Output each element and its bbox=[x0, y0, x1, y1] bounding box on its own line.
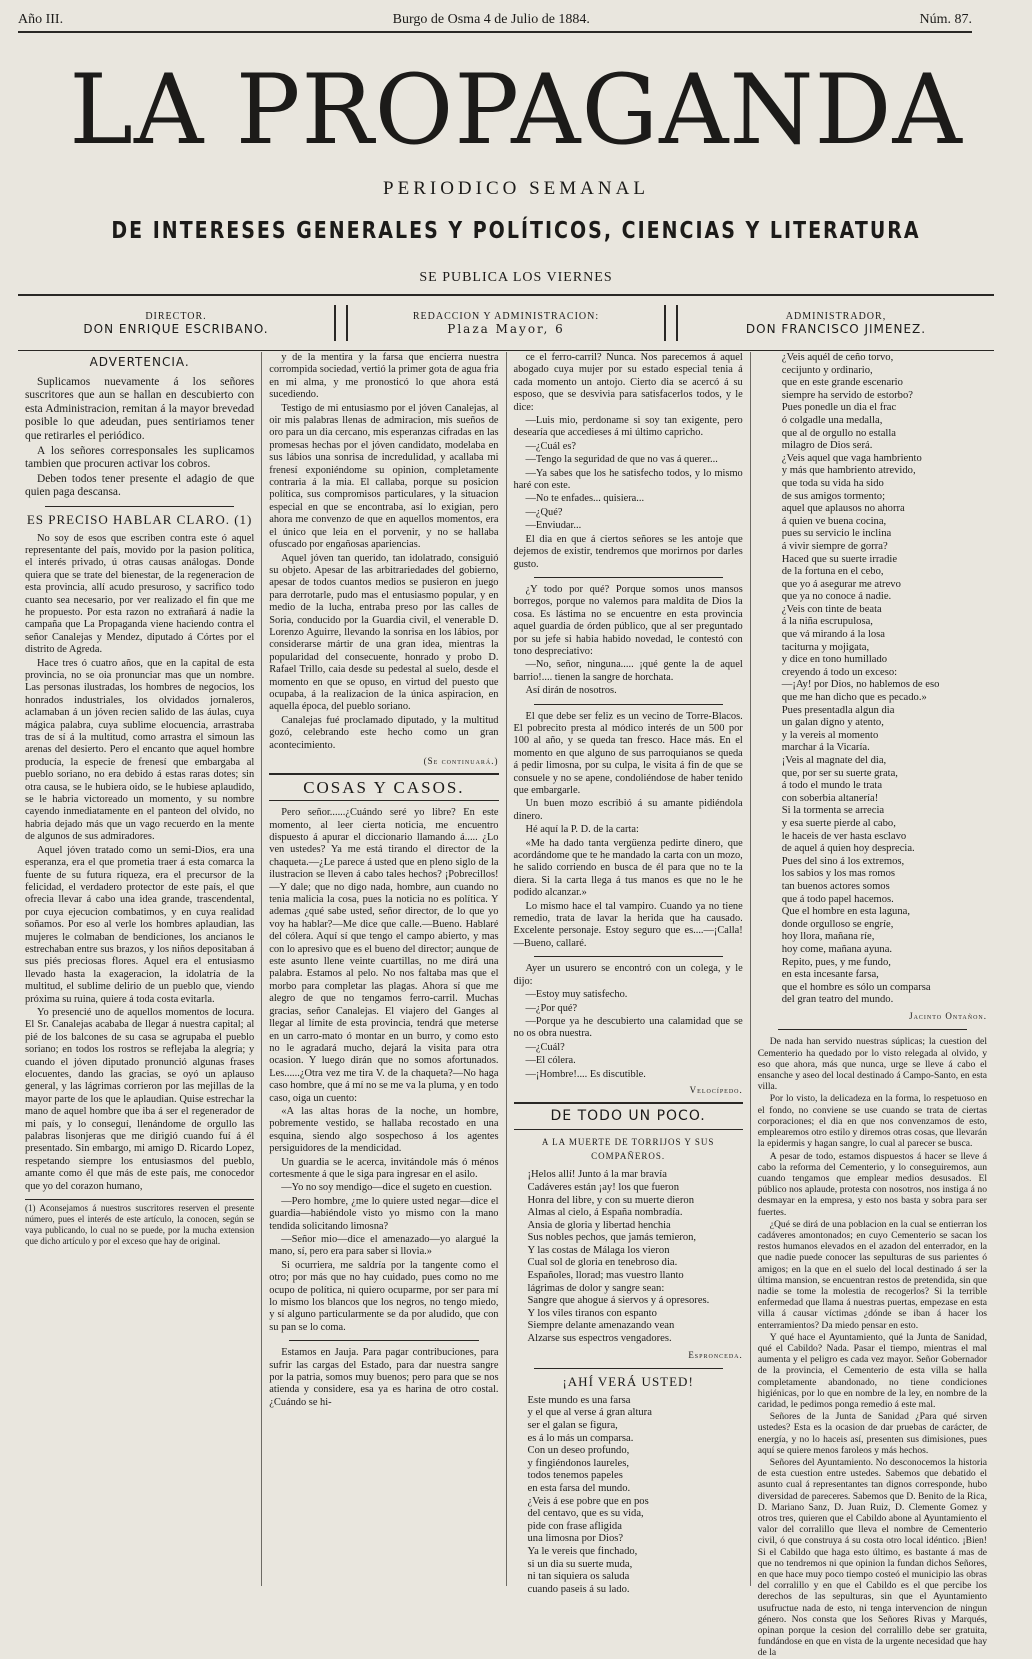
paragraph: Estamos en Jauja. Para pagar contribuciones, para sufrir las cargas del Estado, para dar nuestra sangre por la patria, somos muy buenos; pero para que se nos atienda y considere, esa ya es harina de otro costal. ¿Cuándo se hi- bbox=[269, 1347, 499, 1408]
paragraph: Por lo visto, la delicadeza en la forma, lo respetuoso en el fondo, no conviene se use cuando se trata de ciertas corporaciones; el dia en que nos convenzamos de esto, emplearemos otro estilo y diremos otras cosas, que llevarán la epidermis y hagan sangre, lo cual al parecer se busca. bbox=[757, 1093, 987, 1150]
paragraph: —Pero hombre, ¿me lo quiere usted negar—dice el guardia—habiéndole visto yo mismo con la mano tendida solicitando limosna? bbox=[269, 1195, 499, 1232]
paragraph: El que debe ser feliz es un vecino de Torre-Blacos. El pobrecito presta al módico interés de un 500 por 100 al año, y se queda tan fresco. Hace más. En el momento en que alguno de sus parroquianos se queda á pedir limosna, por su culpa, le visita á fin de que se consuele y no se apene, condoliéndose de haber tenido que embargarle. bbox=[513, 710, 743, 796]
verse-line: Y las costas de Málaga los vieron bbox=[527, 1244, 670, 1256]
verse-line: Si la tormenta se arrecia bbox=[781, 805, 885, 817]
verse-line: en esta farsa del mundo. bbox=[527, 1482, 631, 1494]
paragraph: «A las altas horas de la noche, un hombre, pobremente vestido, se hallaba recostado en una esquina, siendo algo sospechoso á los agentes persiguidores de la mendicidad. bbox=[269, 1105, 499, 1155]
section-divider bbox=[534, 704, 723, 705]
verse-line: que á todo papel hacemos. bbox=[781, 893, 894, 905]
admin-role: ADMINISTRADOR, bbox=[785, 310, 887, 322]
paragraph: Hace tres ó cuatro años, que en la capital de esta provincia, no se oia pronunciar mas que un nombre. Las personas ilustradas, los hombres de negocios, los honrados industriales, los olvidados jornaleros, aclamaban á un jóven recien salido de las áulas, cuya mágica palabra, cuya sublime elocuencia, arrastraba tras de sí á la multitud, como arrastra el simoun las arenas del desierto. Pero el encanto que aquel hombre producía, la especie de frenesí que embargaba al pueblo soriano, no era debido á estas raras dotes; sin otra causa, se le hubiera oido, se le hubiese aplaudido, se le habria victoreado un momento, y su nombre cayendo inmediatamente en el panteon del olvido, no habria dejado más que un vago recuerdo en la mente de algunos de sus admiradores. bbox=[25, 657, 255, 843]
section-divider bbox=[45, 506, 234, 507]
newspaper-interests: DE INTERESES GENERALES Y POLÍTICOS, CIENCIAS Y LITERATURA bbox=[111, 217, 921, 245]
verse-line: marchar á la Vicaría. bbox=[781, 742, 870, 754]
verse-line: Sangre que ahogue á siervos y á opresores. bbox=[527, 1295, 710, 1307]
verse-line: Pues presentadla algun dia bbox=[781, 704, 895, 716]
issue-number: Núm. 87. bbox=[919, 12, 972, 27]
verse-line: á la niña escrupulosa, bbox=[781, 616, 873, 628]
verse-line: y el que al verse á gran altura bbox=[527, 1407, 652, 1419]
section-heading: COSAS Y CASOS. bbox=[269, 773, 498, 802]
office-address: Plaza Mayor, 6 bbox=[447, 321, 565, 336]
dialogue-line: Así dirán de nosotros. bbox=[525, 685, 617, 697]
column-1 bbox=[18, 352, 262, 1586]
verse-line: Y los viles tiranos con espanto bbox=[527, 1307, 657, 1319]
dialogue-line: —¿Por qué? bbox=[525, 1002, 578, 1014]
verse-line: que, por ser su suerte grata, bbox=[781, 767, 898, 779]
verse-line: donde orgulloso se engríe, bbox=[781, 918, 894, 930]
footnote: (1) Aconsejamos á nuestros suscritores reserven el presente número, pues el interés de este artículo, la conocen, según se vaya publicando, lo cual no se puede, por la mucha extension que dicho artículo y por el exceso que hay de original. bbox=[25, 1199, 254, 1247]
verse-line: creyendo á todo un exceso: bbox=[781, 666, 898, 678]
place-date: Burgo de Osma 4 de Julio de 1884. bbox=[392, 12, 590, 27]
paragraph: Un guardia se le acerca, invitándole más ó ménos cortesmente á que le siga para ingresar en el asilo. bbox=[269, 1156, 499, 1180]
verse-line: milagro de Dios será. bbox=[781, 440, 873, 452]
paragraph: Yo presencié uno de aquellos momentos de locura. El Sr. Canalejas acababa de llegar á nuestra capital; al pié de los balcones de su casa se agrupaba el pueblo soriano; en todos los rostros se reflejaba la alegría; y cuando el jóven diputado pronunció algunas frases elocuentes, dando las gracias, se oyó un aplauso general, y las lágrimas corrieron por las mejillas de la mayor parte de los que le aplaudian. Quise estrechar la mano de aquel hombre que iba á ser el regenerador de mi país, y lo conseguí, llenándome de orgullo las palabras lisonjeras que me dirigió cuando fuí á él presentado. Sin embargo, mi amigo D. Ricardo Lopez, respetando siempre los entusiasmos del pueblo, amante como él que más de este país, me conocedor que yo del corazon humano, bbox=[25, 1006, 255, 1192]
verse-line: le haceis de ver hasta esclavo bbox=[781, 830, 907, 842]
section-divider bbox=[778, 1029, 967, 1030]
dialogue-line: —¡Hombre!.... Es discutible. bbox=[525, 1068, 646, 1080]
verse-line: Pues del sino á los extremos, bbox=[781, 855, 905, 867]
dateline bbox=[18, 12, 972, 33]
section-divider bbox=[534, 577, 723, 578]
verse-line: Siempre delante amenazando vean bbox=[527, 1320, 675, 1332]
verse-line: Haced que su suerte irradie bbox=[781, 553, 898, 565]
verse-line: pues su servicio le inclina bbox=[781, 528, 892, 540]
verse-line: Con un deseo profundo, bbox=[527, 1445, 630, 1457]
verse-line: si un dia su suerte muda, bbox=[527, 1558, 633, 1570]
verse-line: y esa suerte pierde al cabo, bbox=[781, 817, 896, 829]
verse-line: siempre ha servido de estorbo? bbox=[781, 389, 913, 401]
newspaper-title: LA PROPAGANDA bbox=[69, 54, 963, 166]
office-role: REDACCION Y ADMINISTRACION: bbox=[412, 310, 600, 322]
verse-line: Almas al cielo, á España nombradía. bbox=[527, 1207, 683, 1219]
verse-line: ser el galan se figura, bbox=[527, 1420, 618, 1431]
paragraph: ¿Qué se dirá de una poblacion en la cual se entierran los cadáveres amontonados; en cuyo Cementerio se sacan los restos humanos elevados en el azadon del enterrador, en la que nadie puede conocer las sepulturas de sus parientes ó amigos; en la que en el suelo del local destinado á ser la última mansion, se encuentran restos de pretendida, sin que nadie se tome la molestia de recogerlos? Si la terrible enfermedad que llama á nuestras puertas, empezase en esta villa á causar víctimas ¿dónde se iban á hacer los enterramientos? Da miedo pensar en esto. bbox=[757, 1218, 987, 1331]
poem bbox=[514, 1395, 743, 1597]
newspaper-subtitle: PERIODICO SEMANAL bbox=[383, 178, 649, 199]
verse-line: es á lo más un comparsa. bbox=[527, 1432, 634, 1444]
verse-line: que toda su vida ha sido bbox=[781, 477, 884, 489]
paragraph: y de la mentira y la farsa que encierra nuestra corrompida sociedad, vertió la primer gota de agua fria en mi alma, y me pronosticó lo que ahora está sucediendo. bbox=[269, 352, 499, 401]
verse-line: Cual sol de gloria en tenebroso dia. bbox=[527, 1257, 678, 1269]
paragraph: Hé aquí la P. D. de la carta: bbox=[525, 824, 639, 836]
paragraph: —Yo no soy mendigo—dice el sugeto en cuestion. bbox=[281, 1182, 493, 1194]
paragraph: Y qué hace el Ayuntamiento, qué la Junta de Sanidad, qué el Cabildo? Nada. Pasar el tiempo, mientras el mal aumenta y el peligro es cada vez mayor. Señor Gobernador de la provincia, el Cementerio de esta villa se halla completamente abandonado, no tiene condiciones higiénicas, por lo que en nombre de la ley, en nombre de la caridad, le pedimos ponga remedio á este mal. bbox=[757, 1331, 987, 1410]
section-heading: DE TODO UN POCO. bbox=[514, 1102, 743, 1131]
verse-line: Cadáveres están ¡ay! los que fueron bbox=[527, 1181, 679, 1193]
verse-line: ó colgadle una medalla, bbox=[781, 414, 883, 426]
paragraph: A los señores corresponsales les suplicamos tambien que procuren activar los cobros. bbox=[25, 444, 255, 471]
paragraph: Lo mismo hace el tal vampiro. Cuando ya no tiene remedio, trata de lavar la herida que ha causado. Excelente personaje. Estoy seguro que es....—¡Calla!—Bueno, callaré. bbox=[513, 900, 743, 949]
verse-line: del centavo, que es su vida, bbox=[527, 1508, 644, 1520]
dialogue-line: —Luis mio, perdoname si soy tan exigente, pero desearía que accedieses á mi último capricho. bbox=[513, 415, 743, 439]
verse-line: lágrimas de dolor y sangre sean: bbox=[527, 1282, 665, 1294]
author-signature: Velocípedo. bbox=[689, 1084, 743, 1095]
continued-note: (Se continuará.) bbox=[423, 756, 499, 766]
verse-line: ¿Veis aquel que vaga hambriento bbox=[781, 452, 922, 464]
paragraph: Si ocurriera, me saldría por la tangente como el otro; por más que no hay cuidado, pues como no me ocupo de política, ni quiero ocuparme, por ser para mí lo mismo los blancos que los negros, no tengo miedo, y sí alguno particularmente se da por aludido, que con su pan se lo coma. bbox=[269, 1259, 499, 1333]
verse-line: que me han dicho que es pecado.» bbox=[781, 692, 927, 704]
paragraph: —Señor mio—dice el amenazado—yo alargué la mano, sí, pero era para saber si llovia.» bbox=[269, 1234, 499, 1258]
column-2 bbox=[262, 352, 506, 1586]
verse-line: de aquel á quien hoy desprecia. bbox=[781, 843, 915, 855]
paragraph: Señores del Ayuntamiento. No desconocemos la historia de esta cuestion entre ustedes. Sabemos que debatido el asunto cual á representantes tan dignos corresponde, hubo diversidad de pareceres. Sabemos que D. Benito de la Rica, D. Mariano Sanz, D. Juan Ruiz, D. Clemente Gomez y otros tres, quieren que el Cabildo abone al Ayuntamiento el valor del corralillo que lleva el nombre de Cementerio civil, ó que construya á su costa otro local idéntico. ¡Bien! Si el Cabildo que haga esto último, es bastante á mas de que no tendremos ni que opinion la fundan dichos Señores, en que hace muy poco tiempo costeó el municipio las obras del corralillo y en que el Cabildo es el que percibe los derechos de las sepulturas, sin que el Ayuntamiento usufructue nada de esto, ni tenga intervencion de ningun género. Nos consta que los Señores Rivas y Marqués, opinan porque la cesion del corralillo debe ser gratuita, fundándose en que en vista de la urgente necesidad que hay de la bbox=[757, 1456, 987, 1659]
verse-line: Alzarse sus espectros vengadores. bbox=[527, 1333, 672, 1345]
divider-ornament bbox=[334, 305, 348, 341]
verse-line: un galan digno y atento, bbox=[781, 717, 884, 729]
paragraph: «Me ha dado tanta vergüenza pedirte dinero, que acordándome que te he mandado la carta con un mozo, he salido corriendo en busca de él para que no te la diera. Si la carta llega á tus manos es que no le he podido alcanzar.» bbox=[513, 837, 743, 899]
verse-line: Sus nobles pechos, que jamás temieron, bbox=[527, 1232, 697, 1244]
admin-name: DON FRANCISCO JIMENEZ. bbox=[745, 321, 927, 336]
verse-line: todos tenemos papeles bbox=[527, 1470, 623, 1482]
paragraph: Ayer un usurero se encontró con un colega, y le dijo: bbox=[513, 963, 743, 987]
column-3 bbox=[507, 352, 751, 1595]
verse-line: á todo el mundo le trata bbox=[781, 780, 883, 792]
poem-title: A LA MUERTE DE TORRIJOS Y SUS COMPAÑEROS. bbox=[541, 1137, 715, 1161]
dialogue-line: —Estoy muy satisfecho. bbox=[525, 989, 628, 1001]
section-divider bbox=[534, 956, 723, 957]
verse-line: de la fortuna en el cebo, bbox=[781, 566, 884, 578]
verse-line: Ansia de gloria y libertad henchia bbox=[527, 1219, 671, 1231]
paragraph: Un buen mozo escribió á su amante pidiéndola dinero. bbox=[513, 798, 743, 822]
paragraph: Deben todos tener presente el adagio de que quien paga descansa. bbox=[25, 472, 255, 499]
dialogue-line: —No te enfades... quisiera... bbox=[525, 493, 645, 505]
verse-line: cuando paseis á su lado. bbox=[527, 1583, 630, 1595]
poem bbox=[758, 352, 987, 1007]
verse-line: ¿Veis á ese pobre que en pos bbox=[527, 1495, 649, 1507]
verse-line: los sabios y los mas romos bbox=[781, 868, 896, 880]
article-columns bbox=[18, 352, 994, 1659]
verse-line: tan buenos actores somos bbox=[781, 880, 890, 892]
staff-bar bbox=[18, 294, 994, 351]
verse-line: aquel que aplausos no ahorra bbox=[781, 503, 905, 515]
section-body bbox=[514, 352, 743, 1081]
verse-line: —¡Ay! por Dios, no hablemos de eso bbox=[781, 679, 940, 691]
verse-line: y dice en tono humillado bbox=[781, 654, 888, 666]
paragraph: Suplicamos nuevamente á los señores suscritores que aun se hallan en descubierto con esta Administracion, remitan á la mayor brevedad posible lo que adeudan, pues sentiriamos tener que retirarles el periódico. bbox=[25, 375, 255, 442]
admin-block bbox=[678, 311, 994, 336]
paragraph: Señores de la Junta de Sanidad ¿Para qué sirven ustedes? Esta es la ocasion de dar pruebas de carácter, de energía, y no lo haceis así, presenten sus dimisiones, pues aquí se quiere menos faroleos y más hechos. bbox=[757, 1411, 987, 1456]
author-signature: Jacinto Ontañon. bbox=[909, 1010, 987, 1021]
dialogue-line: —El cólera. bbox=[525, 1055, 576, 1067]
article-heading: ES PRECISO HABLAR CLARO. (1) bbox=[26, 511, 253, 527]
paragraph: El dia en que á ciertos señores se les antoje que dejemos de existir, tendremos que morirnos por darles gusto. bbox=[513, 533, 743, 570]
verse-line: de sus amigos tormento; bbox=[781, 490, 886, 502]
dialogue-line: —Porque ya he descubierto una calamidad que se no os obra nuestra. bbox=[513, 1015, 743, 1040]
poem-heading: ¡AHÍ VERÁ USTED! bbox=[562, 1374, 694, 1390]
article-body bbox=[25, 533, 254, 1194]
verse-line: Españoles, llorad; mas vuestro llanto bbox=[527, 1270, 684, 1282]
verse-line: que ya no conoce á nadie. bbox=[781, 591, 892, 603]
verse-line: con soberbia altanería! bbox=[781, 792, 879, 804]
poem bbox=[514, 1169, 743, 1345]
dialogue-line: —¿Cuál es? bbox=[525, 440, 576, 452]
paragraph: Pero señor......¿Cuándo seré yo libre? En este momento, al leer cierta noticia, me encuentro dispuesto á apurar el diccionario llamando á..... ¿Lo ven ustedes? Ya me está tirando el director de la chaqueta.—¿Le parece á usted que en pleno siglo de la ilustracion se lleven á cabo tales hechos? ¡Pobrecillos!—Y dale; que no digo nada, hombre, aun cuando no tenia malicia la cosa, pues la noticia no es política. Y ademas ¿qué sabe usted, señor director, de lo que yo voy ha hablar?—Me dice que calle.—Bueno. Hablaré del cólera. Aquí sí que tengo el campo abierto, y mas con lo apresivo que es el bueno del director; aunque de este asunto llene veinte cuartillas, no me dirá una palabra. Estamos al pelo. No nos faltaba mas que el morbo para completar las plagas. Ahora sí que me alegro de que no tengamos ferro-carril. Muchas gracias, señor Canalejas. El viajero del Ganges al llegar al límite de esta provincia, tendrá que meterse en un carro-mato ó montar en un burro, y como esto no le agradará mucho, dejará la visita para otra ocasion. Y luego dirán que no somos afortunados. Les......¿Otra vez me tira V. de la chaqueta?—No haga caso hombre, que á mí no se me va la pluma, y en todo caso, oiga un cuento: bbox=[269, 807, 499, 1104]
publication-schedule: SE PUBLICA LOS VIERNES bbox=[419, 270, 613, 285]
dialogue-line: —No, señor, ninguna..... ¡qué gente la de aquel barrio!.... tienen la sangre de horchata. bbox=[513, 659, 743, 683]
verse-line: cecijunto y ordinario, bbox=[781, 364, 873, 376]
verse-line: taciturna y mojigata, bbox=[781, 641, 870, 653]
verse-line: ¡Helos allí! Junto á la mar bravía bbox=[527, 1169, 667, 1181]
verse-line: y fingiéndonos laureles, bbox=[527, 1457, 629, 1469]
dialogue-line: —Enviudar... bbox=[525, 520, 582, 532]
paragraph: A pesar de todo, estamos dispuestos á hacer se lleve á cabo la reforma del Cementerio, y lo conseguiremos, aun cuando tengamos que emplear medios desusados. El público nos aplaude, protesta con nosotros, nos instiga á no desmayar en la empresa, y esto nos basta y sobra para ser fuertes. bbox=[757, 1150, 987, 1218]
verse-line: Honra del libre, y con su muerte dieron bbox=[527, 1194, 695, 1206]
column-4 bbox=[751, 352, 994, 1659]
editorial-body bbox=[758, 1036, 987, 1658]
verse-line: que yo á asegurar me atrevo bbox=[781, 578, 901, 590]
verse-line: Ya le vereis que finchado, bbox=[527, 1545, 638, 1557]
verse-line: pide con frase afligida bbox=[527, 1520, 622, 1532]
verse-line: ¿Veis aquél de ceño torvo, bbox=[781, 352, 894, 363]
verse-line: del gran teatro del mundo. bbox=[781, 994, 894, 1006]
verse-line: que en este grande escenario bbox=[781, 377, 903, 389]
dialogue-line: —Tengo la seguridad de que no vas á querer... bbox=[525, 454, 718, 466]
dialogue-line: —Ya sabes que los he satisfecho todos, y lo mismo haré con este. bbox=[513, 467, 743, 492]
verse-line: y más que hambriento atrevido, bbox=[781, 465, 916, 477]
verse-line: ¡Veis al magnate del dia, bbox=[781, 755, 887, 766]
verse-line: que vá mirando á la losa bbox=[781, 629, 886, 641]
section-divider bbox=[534, 1368, 723, 1369]
verse-line: que el hombre es sólo un comparsa bbox=[781, 981, 931, 993]
paragraph: ce el ferro-carril? Nunca. Nos parecemos á aquel abogado cuya mujer por su estado especial tenia á cada momento un antojo. Cierto dia se acercó á su esposo, que se desvivia para satisfacerlos todos, y le dice: bbox=[513, 352, 743, 413]
verse-line: en esta incesante farsa, bbox=[781, 969, 879, 981]
verse-line: á quien ve buena cocina, bbox=[781, 515, 887, 527]
verse-line: que al de orgullo no estalla bbox=[781, 427, 896, 439]
paragraph: No soy de esos que escriben contra este ó aquel representante del país, movido por la pasion política, el interés privado, ú otras causas análogas. Donde quiera que se trate del bienestar, de la regeneracion de esta provincia, allí acudo presuroso, y sacrifico todo cuanto sea necesario, por ver realizado el fin que me he propuesto. Por esta razon no extrañará á nadie la campaña que La Propaganda viene haciendo contra el señor Canalejas y Mendez, diputado á Córtes por el distrito de Agreda. bbox=[25, 532, 255, 656]
notice-heading: ADVERTENCIA. bbox=[89, 355, 190, 369]
issue-year: Año III. bbox=[18, 12, 64, 27]
verse-line: hoy come, mañana ayuna. bbox=[781, 943, 893, 955]
verse-line: ni tan siquiera os saluda bbox=[527, 1571, 630, 1583]
paragraph: Canalejas fué proclamado diputado, y la multitud gozó, celebrando este hecho como un gran acontecimiento. bbox=[269, 714, 499, 751]
author-signature: Espronceda. bbox=[688, 1349, 743, 1360]
divider-ornament bbox=[664, 305, 678, 341]
verse-line: y la vereis al momento bbox=[781, 729, 879, 741]
verse-line: á vivir siempre de gorra? bbox=[781, 540, 888, 552]
director-name: DON ENRIQUE ESCRIBANO. bbox=[83, 321, 269, 336]
verse-line: Pues ponedle un dia el frac bbox=[781, 402, 897, 414]
verse-line: una limosna por Dios? bbox=[527, 1533, 624, 1545]
paragraph: Aquel jóven tratado como un semi-Dios, era una esperanza, era el que prometia traer á esta comarca la fuente de su futura riqueza, era el precursor de la felicidad, el verdadero protector de este país, el que ofrecia llevar á cabo una idea grande, trascendental, por cuya ejecucion combatimos, y en cuya realidad soñamos. Por eso al verle los hombres aplaudian, las mujeres le colmaban de bendiciones, los ancianos le estrechaban entre sus brazos, y los niños depositaban á sus piés preciosas flores. Aquel era el entusiasmo llevado hasta la exageracion, la idolatría de la multitud, el sublime delirio de un pueblo que, viendo próxima su ruina, quiere á toda costa evitarla. bbox=[25, 844, 255, 1005]
article-continuation bbox=[269, 352, 498, 752]
verse-line: ¿Veis con tinte de beata bbox=[781, 603, 882, 615]
verse-line: hoy llora, mañana ríe, bbox=[781, 931, 875, 943]
verse-line: Que el hombre en esta laguna, bbox=[781, 906, 911, 918]
section-divider bbox=[289, 1340, 478, 1341]
office-block bbox=[348, 311, 664, 336]
section-body bbox=[269, 807, 498, 1409]
dialogue-line: —¿Qué? bbox=[525, 506, 563, 518]
verse-line: Repito, pues, y me fundo, bbox=[781, 956, 891, 968]
paragraph: Testigo de mi entusiasmo por el jóven Canalejas, al oir mis palabras llenas de admiracion, mis sueños de oro para un dia cercano, mis esperanzas cifradas en las promesas hechas por el jóven candidato, modelaba en sus lábios una sonrisa de incredulidad, y acallaba mi frenesí exponiéndome su opinion, completamente contraria á la mia. El callaba, porque su posicion política, sus compromisos particulares, y la situacion especial en que se encontraba, así lo exigian, pero ahora me convenzo de que en aquellos momentos, era el único que leia en el porvenir, y no se hallaba ofuscado por engañosas apariencias. bbox=[269, 402, 499, 551]
dialogue-line: —¿Cuál? bbox=[525, 1041, 565, 1053]
director-block bbox=[18, 311, 334, 336]
paragraph: ¿Y todo por qué? Porque somos unos mansos borregos, porque no valemos para maldita de Dios la cosa. Es lástima no se encuentre en esta provincia aquel guardia de órden público, que al ser preguntado por su jefe si habia habido novedad, le contestó con tono despreciativo: bbox=[513, 583, 743, 657]
paragraph: De nada han servido nuestras súplicas; la cuestion del Cementerio ha quedado por lo visto relegada al olvido, y eso que ahora, más que nunca, urge se lleve á cabo el ensanche y aseo del local destinado á Campo-Santo, en esta villa. bbox=[757, 1036, 987, 1093]
verse-line: Este mundo es una farsa bbox=[527, 1394, 631, 1406]
director-role: DIRECTOR. bbox=[145, 310, 207, 322]
paragraph: Aquel jóven tan querido, tan idolatrado, consiguió su objeto. Apesar de las arbitrariedades del gobierno, apesar de todos cuantos medios se pusieron en juego para derrotarle, pudo mas el entusiasmo popular, y en medio de la lucha, entraba preso por las calles de Soria, conducido por la Guardia civil, el venerable D. Lorenzo Aguirre, llevando la sonrisa en los lábios, por considerarse mártir de una gran idea, mientras la popularidad del consecuente, honrado y probo D. Rafael Trillo, caia desde su pedestal al suelo, desde el momento en que se opuso, en virtud del puesto que ocupaba, á la realizacion de la única aspiracion, en aquella época, del pueblo soriano. bbox=[269, 552, 499, 713]
